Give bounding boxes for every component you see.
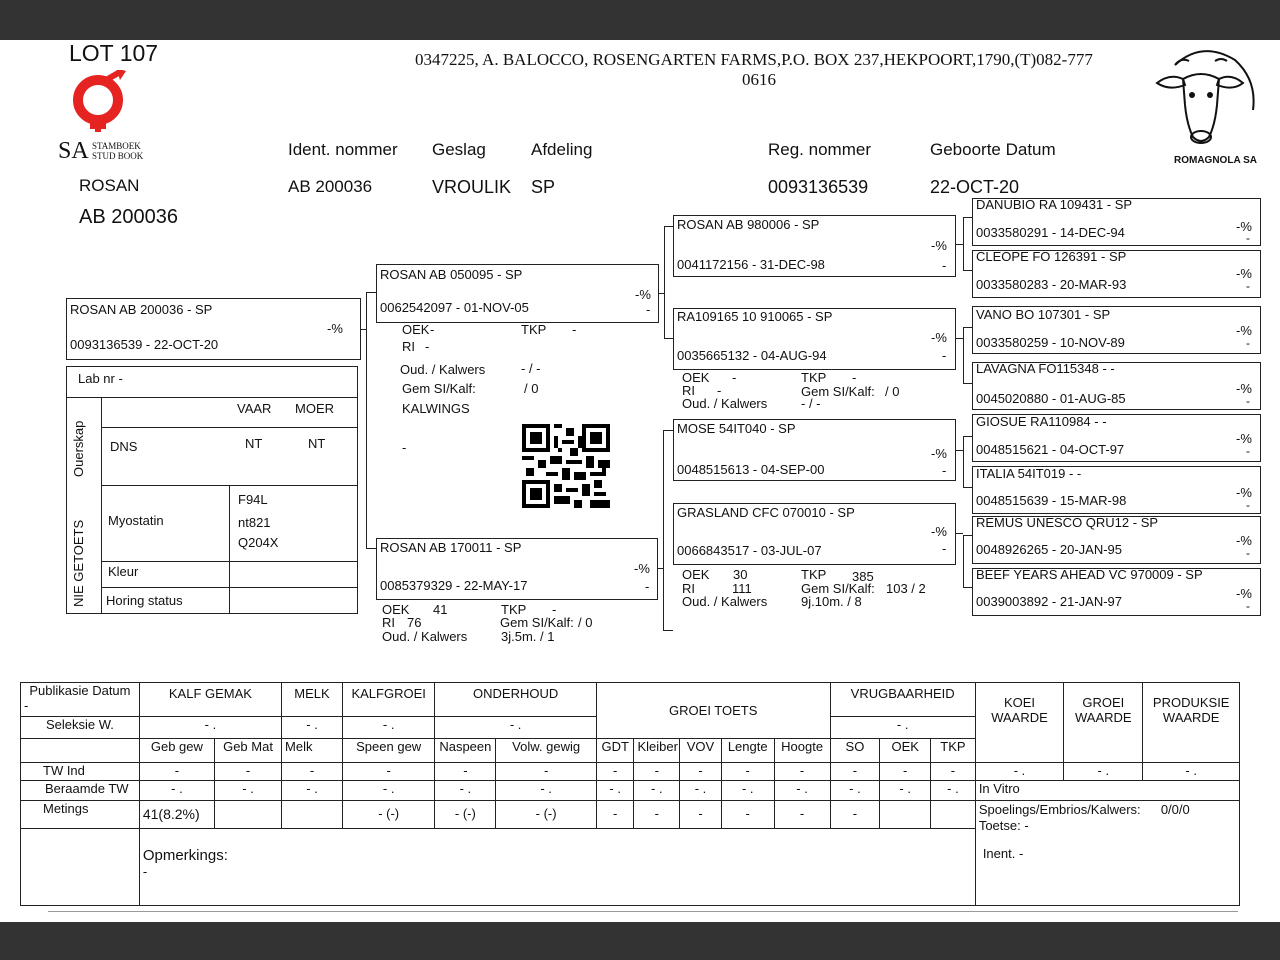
ggp-pct: -% bbox=[1236, 266, 1252, 281]
beraamde-cell: - . bbox=[830, 781, 880, 801]
metings-label: Metings bbox=[21, 801, 140, 829]
group-koei-waarde: KOEI WAARDE bbox=[975, 683, 1063, 763]
dam-tkp-label: TKP bbox=[501, 602, 527, 617]
section-value: SP bbox=[531, 177, 556, 197]
top-bar bbox=[0, 0, 1280, 40]
col-header: OEK bbox=[880, 739, 931, 763]
sire-gem-label: Gem SI/Kalf: bbox=[402, 381, 476, 396]
ggp-name: VANO BO 107301 - SP bbox=[976, 307, 1111, 322]
connector bbox=[664, 226, 673, 227]
ggp-name: GIOSUE RA110984 - - bbox=[976, 414, 1107, 429]
tw-ind-cell: - bbox=[214, 763, 281, 781]
gp1-oek-label: OEK bbox=[682, 370, 710, 385]
breed-logo bbox=[1145, 45, 1260, 165]
dns-moer: NT bbox=[308, 436, 326, 451]
connector bbox=[361, 329, 366, 330]
tw-ind-cell: - bbox=[139, 763, 214, 781]
beraamde-cell: - . bbox=[435, 781, 496, 801]
ggp-dash: - bbox=[1246, 444, 1250, 458]
myostatin-label: Myostatin bbox=[108, 513, 164, 528]
ggp-name: ITALIA 54IT019 - - bbox=[976, 466, 1082, 481]
inent-label: Inent. - bbox=[982, 846, 1024, 861]
gp1-ri-label: RI bbox=[682, 383, 695, 398]
dns-label: DNS bbox=[110, 439, 138, 454]
ggp-name: BEEF YEARS AHEAD VC 970009 - SP bbox=[976, 567, 1203, 582]
group-groei-toets: GROEI TOETS bbox=[596, 683, 830, 739]
opmerkings-label: Opmerkings: bbox=[142, 847, 228, 864]
ggp-reg: 0033580291 - 14-DEC-94 bbox=[976, 225, 1125, 240]
ggp-dash: - bbox=[1246, 336, 1250, 350]
sire-box bbox=[376, 264, 659, 323]
breeder-line2: 0616 bbox=[742, 70, 776, 89]
grandparent-name: RA109165 10 910065 - SP bbox=[677, 309, 833, 324]
gp2-ri-label: RI bbox=[682, 581, 695, 596]
connector bbox=[963, 436, 972, 437]
horing-label: Horing status bbox=[106, 593, 183, 608]
divider bbox=[101, 427, 357, 428]
great-grandparent-box bbox=[972, 362, 1261, 410]
seleksie-kalf-gemak: - . bbox=[139, 717, 281, 739]
gp1-ri-value: - bbox=[717, 383, 722, 398]
test-panel bbox=[66, 366, 358, 614]
untested-vertical: NIE GETOETS bbox=[71, 519, 86, 607]
sire-tkp-value: - bbox=[572, 322, 577, 337]
connector bbox=[963, 436, 964, 487]
gp1-oud-label: Oud. / Kalwers bbox=[682, 396, 768, 411]
reg-label: Reg. nommer bbox=[768, 140, 871, 159]
grandparent-box bbox=[673, 308, 956, 370]
table-row bbox=[21, 801, 1240, 829]
great-grandparent-box bbox=[972, 568, 1261, 616]
blank-cell bbox=[21, 829, 140, 906]
lot-number: LOT 107 bbox=[69, 40, 159, 66]
grandparent-dash: - bbox=[942, 348, 947, 363]
group-kalf-gemak: KALF GEMAK bbox=[139, 683, 281, 717]
connector bbox=[963, 217, 972, 218]
gp1-oud-value: - / - bbox=[801, 396, 821, 411]
dob-label: Geboorte Datum bbox=[930, 140, 1056, 159]
connector bbox=[663, 630, 673, 631]
beraamde-cell: - . bbox=[721, 781, 774, 801]
grandparent-name: MOSE 54IT040 - SP bbox=[677, 421, 796, 436]
subject-box bbox=[66, 298, 361, 360]
col-header: TKP bbox=[931, 739, 976, 763]
grandparent-reg: 0066843517 - 03-JUL-07 bbox=[677, 543, 822, 558]
connector bbox=[963, 535, 972, 536]
great-grandparent-box bbox=[972, 466, 1261, 514]
footer-rule bbox=[48, 911, 1238, 912]
connector bbox=[956, 244, 963, 245]
grandparent-name: GRASLAND CFC 070010 - SP bbox=[677, 505, 855, 520]
sire-ri-value: - bbox=[425, 339, 430, 354]
col-header: Lengte bbox=[721, 739, 774, 763]
lab-nr: Lab nr - bbox=[78, 371, 123, 386]
grandparent-pct: -% bbox=[931, 238, 947, 253]
gp2-oud-value: 9j.10m. / 8 bbox=[801, 594, 862, 609]
dam-gem-value: / 0 bbox=[578, 615, 593, 630]
divider bbox=[101, 561, 357, 562]
gp2-oek-value: 30 bbox=[733, 567, 748, 582]
gp2-tkp-value: 385 bbox=[852, 569, 874, 584]
metings-cell bbox=[214, 801, 281, 829]
connector bbox=[963, 270, 972, 271]
ggp-reg: 0033580259 - 10-NOV-89 bbox=[976, 335, 1125, 350]
kleur-label: Kleur bbox=[108, 564, 139, 579]
gp2-oud-label: Oud. / Kalwers bbox=[682, 594, 768, 609]
col-header: Geb Mat bbox=[214, 739, 281, 763]
sex-value: VROULIK bbox=[432, 177, 512, 197]
bottom-bar bbox=[0, 922, 1280, 960]
beraamde-cell: - . bbox=[596, 781, 634, 801]
gp1-oek-value: - bbox=[732, 370, 737, 385]
divider bbox=[101, 587, 357, 588]
dam-ri-label: RI bbox=[382, 615, 395, 630]
grandparent-reg: 0035665132 - 04-AUG-94 bbox=[677, 348, 827, 363]
ggp-name: REMUS UNESCO QRU12 - SP bbox=[976, 515, 1159, 530]
ggp-pct: -% bbox=[1236, 381, 1252, 396]
ggp-pct: -% bbox=[1236, 485, 1252, 500]
tw-ind-cell: - bbox=[282, 763, 343, 781]
sire-oek-label: OEK bbox=[402, 322, 430, 337]
myostatin-value-3: Q204X bbox=[238, 535, 279, 550]
connector bbox=[963, 327, 964, 383]
col-header: GDT bbox=[596, 739, 634, 763]
dam-name: ROSAN AB 170011 - SP bbox=[380, 540, 522, 555]
ggp-name: LAVAGNA FO115348 - - bbox=[976, 361, 1115, 376]
breeder-line1: 0347225, A. BALOCCO, ROSENGARTEN FARMS,P.O. BOX 237,HEKPOORT,1790,(T)082-777 bbox=[415, 50, 1093, 69]
beraamde-cell: - . bbox=[139, 781, 214, 801]
beraamde-cell: - . bbox=[496, 781, 597, 801]
embryo-panel bbox=[975, 801, 1239, 906]
col-header: Kleiber bbox=[634, 739, 680, 763]
gp2-tkp-label: TKP bbox=[801, 567, 827, 582]
ggp-pct: -% bbox=[1236, 533, 1252, 548]
seleksie-label: Seleksie W. bbox=[21, 717, 140, 739]
connector bbox=[963, 535, 964, 587]
moer-header: MOER bbox=[295, 401, 334, 416]
sire-oek-value: - bbox=[430, 322, 435, 337]
beraamde-cell: - . bbox=[342, 781, 434, 801]
dns-vaar: NT bbox=[245, 436, 263, 451]
great-grandparent-box bbox=[972, 198, 1261, 246]
connector bbox=[963, 327, 972, 328]
grandparent-pct: -% bbox=[931, 446, 947, 461]
grandparent-pct: -% bbox=[931, 524, 947, 539]
grandparent-reg: 0041172156 - 31-DEC-98 bbox=[677, 257, 825, 272]
pub-value: - bbox=[24, 698, 29, 713]
connector bbox=[663, 430, 673, 431]
col-header: Speen gew bbox=[342, 739, 434, 763]
tw-ind-label: TW Ind bbox=[21, 763, 140, 781]
ggp-name: DANUBIO RA 109431 - SP bbox=[976, 197, 1133, 212]
beraamde-cell: - . bbox=[931, 781, 976, 801]
opmerkings-cell bbox=[139, 829, 975, 906]
ggp-pct: -% bbox=[1236, 323, 1252, 338]
studbook-text bbox=[92, 141, 143, 161]
ggp-pct: -% bbox=[1236, 219, 1252, 234]
ggp-dash: - bbox=[1246, 498, 1250, 512]
metings-cell bbox=[880, 801, 931, 829]
herd-id: AB 200036 bbox=[79, 206, 178, 228]
ggp-reg: 0048926265 - 20-JAN-95 bbox=[976, 542, 1122, 557]
grandparent-dash: - bbox=[942, 541, 947, 556]
dam-dash: - bbox=[645, 579, 650, 594]
subject-reg: 0093136539 - 22-OCT-20 bbox=[70, 337, 219, 352]
studbook-line2: STUD BOOK bbox=[92, 151, 144, 161]
great-grandparent-box bbox=[972, 516, 1261, 564]
cow-head-icon bbox=[1145, 45, 1260, 155]
dob-value: 22-OCT-20 bbox=[930, 177, 1020, 197]
col-header: Naspeen bbox=[435, 739, 496, 763]
dam-gem-label: Gem SI/Kalf: bbox=[500, 615, 574, 630]
grandparent-box bbox=[673, 503, 956, 565]
col-header: Melk bbox=[282, 739, 343, 763]
tw-ind-cell: - bbox=[435, 763, 496, 781]
ggp-pct: -% bbox=[1236, 431, 1252, 446]
tw-ind-cell: - bbox=[880, 763, 931, 781]
pub-cell bbox=[21, 683, 140, 717]
connector bbox=[963, 487, 972, 488]
ggp-dash: - bbox=[1246, 231, 1250, 245]
tw-ind-cell: - bbox=[774, 763, 830, 781]
ggp-reg: 0048515621 - 04-OCT-97 bbox=[976, 442, 1125, 457]
sire-dash: - bbox=[646, 302, 651, 317]
group-produksie-waarde: PRODUKSIE WAARDE bbox=[1143, 683, 1240, 763]
tw-ind-cell: - bbox=[342, 763, 434, 781]
ggp-reg: 0033580283 - 20-MAR-93 bbox=[976, 277, 1127, 292]
ggp-dash: - bbox=[1246, 394, 1250, 408]
col-header: VOV bbox=[680, 739, 722, 763]
dam-tkp-value: - bbox=[552, 602, 557, 617]
dam-oek-label: OEK bbox=[382, 602, 410, 617]
tw-ind-cell: - bbox=[496, 763, 597, 781]
connector bbox=[366, 548, 376, 549]
seleksie-kalfgroei: - . bbox=[342, 717, 434, 739]
beraamde-cell: - . bbox=[774, 781, 830, 801]
toetse-label: Toetse: - bbox=[978, 818, 1029, 833]
ident-label: Ident. nommer bbox=[288, 140, 398, 159]
vaar-header: VAAR bbox=[237, 401, 272, 416]
divider bbox=[229, 485, 230, 613]
myostatin-value-2: nt821 bbox=[238, 515, 271, 530]
seleksie-melk: - . bbox=[282, 717, 343, 739]
sire-pct: -% bbox=[635, 287, 651, 302]
gp2-oek-label: OEK bbox=[682, 567, 710, 582]
col-header: SO bbox=[830, 739, 880, 763]
in-vitro-label: In Vitro bbox=[975, 781, 1239, 801]
tw-ind-cell: - bbox=[680, 763, 722, 781]
gp1-gem-label: Gem SI/Kalf: bbox=[801, 384, 875, 399]
grandparent-name: ROSAN AB 980006 - SP bbox=[677, 217, 820, 232]
sire-name: ROSAN AB 050095 - SP bbox=[380, 267, 523, 282]
ggp-dash: - bbox=[1246, 279, 1250, 293]
seleksie-vrugbaarheid: - . bbox=[830, 717, 975, 739]
grandparent-box bbox=[673, 215, 956, 277]
col-header: Hoogte bbox=[774, 739, 830, 763]
group-vrugbaarheid: VRUGBAARHEID bbox=[830, 683, 975, 717]
kalwings-label: KALWINGS bbox=[402, 401, 470, 416]
connector bbox=[664, 338, 673, 339]
beraamde-label: Beraamde TW bbox=[21, 781, 140, 801]
grandparent-reg: 0048515613 - 04-SEP-00 bbox=[677, 462, 825, 477]
connector bbox=[366, 292, 367, 548]
blank-cell bbox=[21, 739, 140, 763]
tw-ind-cell: - bbox=[634, 763, 680, 781]
connector bbox=[963, 587, 972, 588]
reg-value: 0093136539 bbox=[768, 177, 869, 197]
gp2-gem-value: 103 / 2 bbox=[886, 581, 926, 596]
sire-gem-value: / 0 bbox=[524, 381, 539, 396]
beraamde-cell: - . bbox=[634, 781, 680, 801]
group-melk: MELK bbox=[282, 683, 343, 717]
metings-cell bbox=[282, 801, 343, 829]
tw-ind-cell: - bbox=[830, 763, 880, 781]
connector bbox=[956, 533, 963, 534]
parentage-vertical: Ouerskap bbox=[71, 420, 86, 477]
metings-cell: 41(8.2%) bbox=[139, 801, 214, 829]
sire-ri-label: RI bbox=[402, 339, 415, 354]
ggp-reg: 0045020880 - 01-AUG-85 bbox=[976, 391, 1126, 406]
grandparent-pct: -% bbox=[931, 330, 947, 345]
dam-box bbox=[376, 538, 658, 600]
spoelings-label: Spoelings/Embrios/Kalwers: bbox=[978, 802, 1141, 817]
studbook-line1: STAMBOEK bbox=[92, 141, 141, 151]
herd-name: ROSAN bbox=[79, 176, 140, 195]
group-onderhoud: ONDERHOUD bbox=[435, 683, 597, 717]
col-header: Geb gew bbox=[139, 739, 214, 763]
ident-value: AB 200036 bbox=[288, 177, 373, 196]
great-grandparent-box bbox=[972, 414, 1261, 462]
ggp-dash: - bbox=[1246, 546, 1250, 560]
grandparent-box bbox=[673, 419, 956, 481]
tw-ind-produksie: - . bbox=[1143, 763, 1240, 781]
gp1-tkp-value: - bbox=[852, 370, 857, 385]
dam-reg: 0085379329 - 22-MAY-17 bbox=[380, 578, 528, 593]
group-groei-waarde: GROEI WAARDE bbox=[1064, 683, 1143, 763]
connector bbox=[366, 292, 376, 293]
kalwings-dash: - bbox=[402, 440, 407, 455]
pub-label: Publikasie Datum bbox=[29, 683, 131, 698]
tw-ind-cell: - bbox=[721, 763, 774, 781]
seleksie-onderhoud: - . bbox=[435, 717, 597, 739]
dam-oud-value: 3j.5m. / 1 bbox=[501, 629, 555, 644]
sire-tkp-label: TKP bbox=[521, 322, 547, 337]
table-row bbox=[21, 781, 1240, 801]
connector bbox=[956, 338, 963, 339]
ggp-reg: 0039003892 - 21-JAN-97 bbox=[976, 594, 1122, 609]
myostatin-value-1: F94L bbox=[238, 492, 268, 507]
studbook-sa: SA bbox=[58, 138, 89, 164]
subject-pct: -% bbox=[327, 321, 343, 336]
metings-cell: - bbox=[830, 801, 880, 829]
great-grandparent-box bbox=[972, 306, 1261, 354]
gp1-tkp-label: TKP bbox=[801, 370, 827, 385]
grandparent-dash: - bbox=[942, 258, 947, 273]
dam-oek-value: 41 bbox=[433, 602, 448, 617]
gp2-gem-label: Gem SI/Kalf: bbox=[801, 581, 875, 596]
tw-ind-koei: - . bbox=[975, 763, 1063, 781]
metings-cell: - bbox=[680, 801, 722, 829]
gp2-ri-value: 111 bbox=[732, 581, 752, 596]
tw-ind-groei: - . bbox=[1064, 763, 1143, 781]
great-grandparent-box bbox=[972, 250, 1261, 298]
metings-cell bbox=[931, 801, 976, 829]
ggp-name: CLEOPE FO 126391 - SP bbox=[976, 249, 1127, 264]
qr-code[interactable] bbox=[522, 424, 610, 508]
beraamde-cell: - . bbox=[214, 781, 281, 801]
dam-oud-label: Oud. / Kalwers bbox=[382, 629, 468, 644]
metings-cell: - bbox=[634, 801, 680, 829]
group-kalfgroei: KALFGROEI bbox=[342, 683, 434, 717]
subject-name: ROSAN AB 200036 - SP bbox=[70, 302, 213, 317]
col-header: Volw. gewig bbox=[496, 739, 597, 763]
breeding-values-table bbox=[20, 682, 1240, 906]
section-label: Afdeling bbox=[531, 140, 593, 159]
divider bbox=[101, 397, 102, 613]
qr-code-icon bbox=[522, 424, 610, 508]
sire-oud-value: - / - bbox=[521, 361, 541, 376]
sire-reg: 0062542097 - 01-NOV-05 bbox=[380, 300, 529, 315]
grandparent-dash: - bbox=[942, 463, 947, 478]
beraamde-cell: - . bbox=[880, 781, 931, 801]
dam-ri-value: 76 bbox=[407, 615, 422, 630]
metings-cell: - bbox=[721, 801, 774, 829]
gp1-gem-value: / 0 bbox=[885, 384, 900, 399]
connector bbox=[664, 226, 665, 338]
table-row bbox=[21, 763, 1240, 781]
tw-ind-cell: - bbox=[596, 763, 634, 781]
spoelings-value: 0/0/0 bbox=[1160, 802, 1190, 817]
metings-cell: - (-) bbox=[342, 801, 434, 829]
divider bbox=[67, 397, 357, 398]
sire-oud-label: Oud. / Kalwers bbox=[400, 362, 486, 377]
ggp-pct: -% bbox=[1236, 586, 1252, 601]
dam-pct: -% bbox=[634, 561, 650, 576]
opmerkings-value: - bbox=[142, 864, 148, 879]
metings-cell: - (-) bbox=[435, 801, 496, 829]
table-row bbox=[21, 683, 1240, 717]
beraamde-cell: - . bbox=[282, 781, 343, 801]
ggp-reg: 0048515639 - 15-MAR-98 bbox=[976, 493, 1127, 508]
ggp-dash: - bbox=[1246, 599, 1250, 613]
connector bbox=[956, 450, 963, 451]
breed-logo-text: ROMAGNOLA SA bbox=[1174, 155, 1257, 166]
tw-ind-cell: - bbox=[931, 763, 976, 781]
metings-cell: - bbox=[774, 801, 830, 829]
metings-cell: - bbox=[596, 801, 634, 829]
metings-cell: - (-) bbox=[496, 801, 597, 829]
connector bbox=[663, 430, 664, 630]
beraamde-cell: - . bbox=[680, 781, 722, 801]
connector bbox=[963, 217, 964, 270]
sex-label: Geslag bbox=[432, 140, 486, 159]
connector bbox=[963, 383, 972, 384]
